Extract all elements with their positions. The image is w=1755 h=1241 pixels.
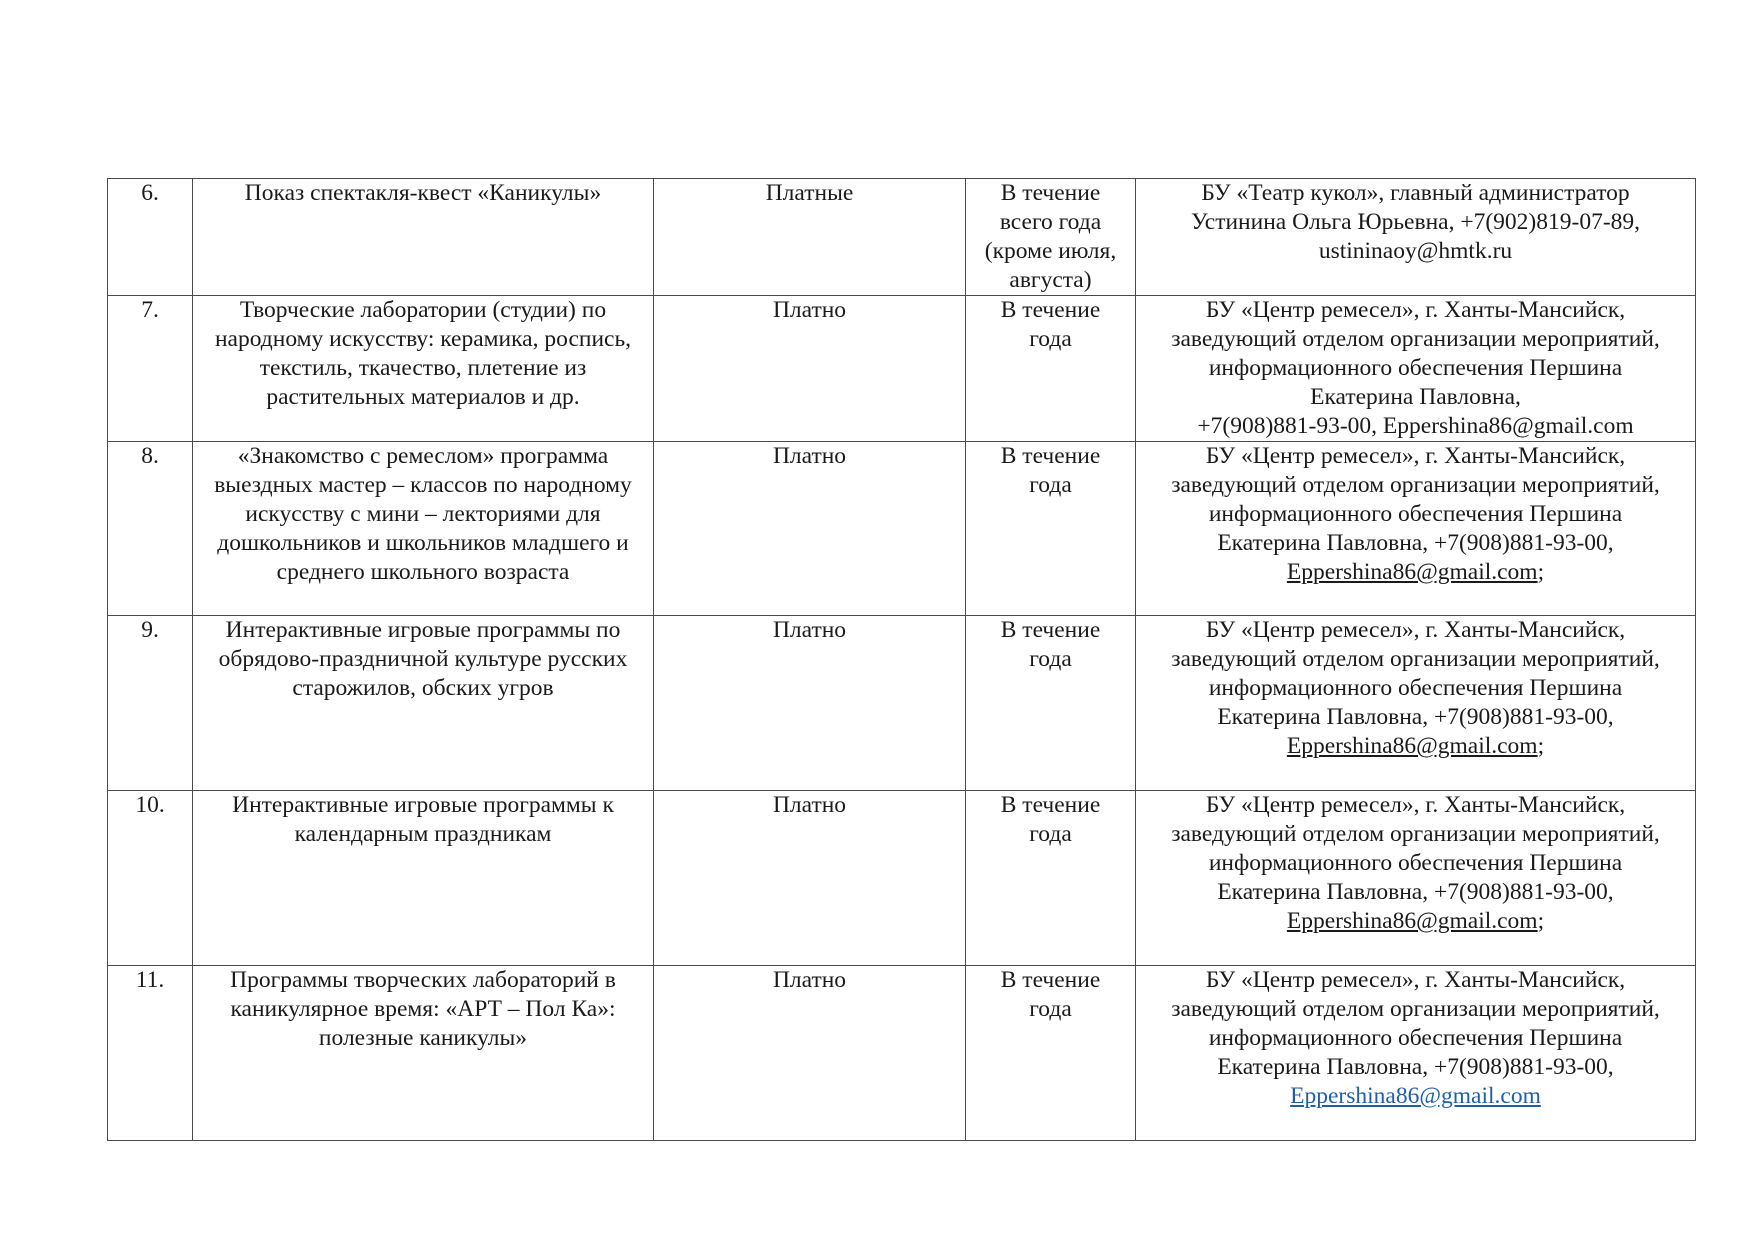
event-period: [966, 179, 1136, 296]
contact-line: информационного обеспечения Першина: [1208, 1025, 1623, 1051]
period-line: (кроме июля,: [984, 238, 1117, 264]
contact-line: БУ «Центр ремесел», г. Ханты-Мансийск,: [1205, 792, 1626, 818]
row-number: 9.: [108, 616, 193, 791]
organizer-contact: [1136, 791, 1696, 966]
table-row: [108, 966, 1696, 1141]
payment-type: Платно: [654, 966, 966, 1141]
email-line: [1142, 558, 1689, 587]
period-line: В течение: [1000, 617, 1101, 643]
contact-line: БУ «Центр ремесел», г. Ханты-Мансийск,: [1205, 443, 1626, 469]
payment-type: Платно: [654, 616, 966, 791]
payment-type: Платно: [654, 791, 966, 966]
event-period: [966, 791, 1136, 966]
email-link[interactable]: Eppershina86@gmail.com: [1290, 1083, 1541, 1109]
period-line: В течение: [1000, 297, 1101, 323]
contact-line: Екатерина Павловна, +7(908)881-93-00,: [1217, 879, 1614, 905]
organizer-contact: [1136, 296, 1696, 442]
table-row: [108, 616, 1696, 791]
table-row: [108, 442, 1696, 616]
contact-line: заведующий отделом организации мероприятий,: [1171, 821, 1660, 847]
period-line: года: [1029, 326, 1072, 352]
organizer-contact: [1136, 179, 1696, 296]
contact-line: заведующий отделом организации мероприятий,: [1171, 326, 1660, 352]
contact-line: БУ «Центр ремесел», г. Ханты-Мансийск,: [1205, 617, 1626, 643]
event-name: Показ спектакля-квест «Каникулы»: [193, 179, 654, 296]
row-number: 11.: [108, 966, 193, 1141]
row-number: 7.: [108, 296, 193, 442]
payment-type: Платные: [654, 179, 966, 296]
contact-line: +7(908)881-93-00, Eppershina86@gmail.com: [1197, 413, 1634, 439]
contact-line: заведующий отделом организации мероприятий,: [1171, 472, 1660, 498]
contact-line: БУ «Театр кукол», главный администратор: [1201, 180, 1630, 206]
contact-line: заведующий отделом организации мероприятий,: [1171, 996, 1660, 1022]
contact-line: БУ «Центр ремесел», г. Ханты-Мансийск,: [1205, 967, 1626, 993]
contact-line: Екатерина Павловна, +7(908)881-93-00,: [1217, 704, 1614, 730]
email-suffix: ;: [1537, 733, 1545, 759]
email-line: [1142, 1082, 1689, 1111]
email-text: Eppershina86@gmail.com: [1286, 908, 1538, 934]
organizer-contact: [1136, 442, 1696, 616]
table-row: [108, 179, 1696, 296]
event-period: [966, 442, 1136, 616]
event-name: Программы творческих лабораторий в каникулярное время: «АРТ – Пол Ка»: полезные каникулы»: [193, 966, 654, 1141]
email-suffix: ;: [1537, 559, 1545, 585]
contact-line: Екатерина Павловна,: [1310, 384, 1521, 410]
contact-line: Устинина Ольга Юрьевна, +7(902)819-07-89,: [1190, 209, 1641, 235]
event-period: [966, 966, 1136, 1141]
contact-line: заведующий отделом организации мероприятий,: [1171, 646, 1660, 672]
row-number: 10.: [108, 791, 193, 966]
table-row: [108, 296, 1696, 442]
contact-line: ustininaoy@hmtk.ru: [1318, 238, 1513, 264]
event-name: Интерактивные игровые программы по обрядово-праздничной культуре русских старожилов, обских угров: [193, 616, 654, 791]
event-name: Творческие лаборатории (студии) по народному искусству: керамика, роспись, текстиль, ткачество, плетение из растительных материалов и др.: [193, 296, 654, 442]
event-name: «Знакомство с ремеслом» программа выездных мастер – классов по народному искусству с мини – лекториями для дошкольников и школьников младшего и среднего школьного возраста: [193, 442, 654, 616]
events-table: [107, 178, 1696, 1141]
period-line: всего года: [999, 209, 1102, 235]
period-line: года: [1029, 996, 1072, 1022]
email-line: [1142, 732, 1689, 761]
period-line: года: [1029, 646, 1072, 672]
payment-type: Платно: [654, 296, 966, 442]
period-line: года: [1029, 821, 1072, 847]
email-text: Eppershina86@gmail.com: [1286, 559, 1538, 585]
organizer-contact: [1136, 966, 1696, 1141]
payment-type: Платно: [654, 442, 966, 616]
event-period: [966, 296, 1136, 442]
table-row: [108, 791, 1696, 966]
period-line: августа): [1009, 267, 1092, 293]
period-line: года: [1029, 472, 1072, 498]
period-line: В течение: [1000, 180, 1101, 206]
event-name: Интерактивные игровые программы к календарным праздникам: [193, 791, 654, 966]
email-suffix: ;: [1537, 908, 1545, 934]
contact-line: Екатерина Павловна, +7(908)881-93-00,: [1217, 1054, 1614, 1080]
contact-line: БУ «Центр ремесел», г. Ханты-Мансийск,: [1205, 297, 1626, 323]
period-line: В течение: [1000, 443, 1101, 469]
contact-line: информационного обеспечения Першина: [1208, 355, 1623, 381]
organizer-contact: [1136, 616, 1696, 791]
row-number: 6.: [108, 179, 193, 296]
period-line: В течение: [1000, 792, 1101, 818]
contact-line: информационного обеспечения Першина: [1208, 850, 1623, 876]
row-number: 8.: [108, 442, 193, 616]
contact-line: информационного обеспечения Першина: [1208, 675, 1623, 701]
period-line: В течение: [1000, 967, 1101, 993]
email-text: Eppershina86@gmail.com: [1286, 733, 1538, 759]
email-line: [1142, 907, 1689, 936]
contact-line: Екатерина Павловна, +7(908)881-93-00,: [1217, 530, 1614, 556]
contact-line: информационного обеспечения Першина: [1208, 501, 1623, 527]
event-period: [966, 616, 1136, 791]
